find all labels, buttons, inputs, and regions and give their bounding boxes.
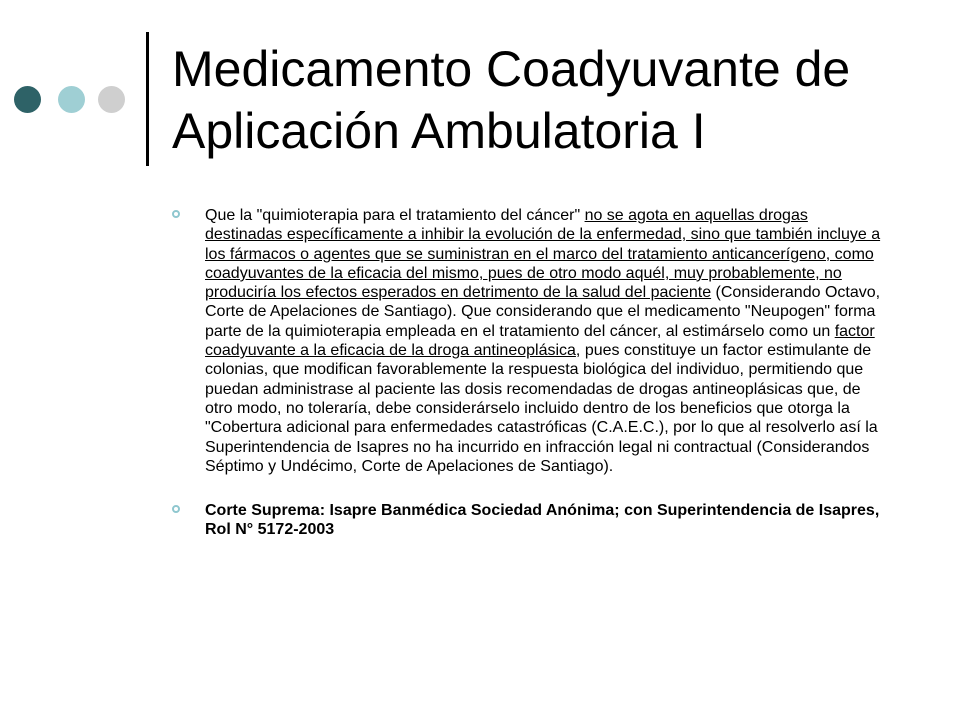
bullet-ring-icon: [172, 505, 180, 513]
bullet1-text-part1: Que la "quimioterapia para el tratamiento del cáncer": [205, 207, 585, 224]
bullet2-text: Corte Suprema: Isapre Banmédica Sociedad Anónima; con Superintendencia de Isapres, Rol N° 5172-2003: [205, 502, 880, 539]
slide-title: Medicamento Coadyuvante de Aplicación Ambulatoria I: [172, 41, 851, 159]
bullet1-underlined-part4: factor coadyuvante a la eficacia de la droga antineoplásica: [205, 322, 875, 360]
dot-gray-icon: [98, 86, 125, 113]
bullet-list: [172, 206, 888, 540]
title-divider-line: [146, 32, 149, 166]
dot-dark-icon: [14, 86, 41, 113]
bullet1-text-part3: (Considerando Octavo, Corte de Apelaciones de Santiago). Que considerando que el medicamento "Neupogen" forma parte de la quimioterapia empleada en el tratamiento del cáncer, al estimárselo como un: [205, 284, 881, 340]
bullet-ring-icon: [172, 210, 180, 218]
bullet1-underlined-part2: no se agota en aquellas drogas destinadas específicamente a inhibir la evolución de la enfermedad, sino que también incluye a los fármacos o agentes que se suministran en el marco del tratamiento anticancerígeno, como coadyuvantes de la eficacia del mismo, pues de otro modo aquél, muy probablemente, no produciría los efectos esperados en detrimento de la salud del paciente: [205, 207, 881, 302]
bullet1-text-part5: , pues constituye un factor estimulante de colonias, que modifican favorablemente la respuesta biológica del individuo, permitiendo que puedan administrase al paciente las dosis recomendadas de drogas antineoplásicas que, de otro modo, no toleraría, debe considerárselo incluido dentro de los beneficios que otorga la "Cobertura adicional para enfermedades catastróficas (C.A.E.C.), por lo que al resolverlo así la Superintendencia de Isapres no ha incurrido en infracción legal ni contractual (Considerandos Séptimo y Undécimo, Corte de Apelaciones de Santiago).: [205, 342, 878, 475]
dot-teal-icon: [58, 86, 85, 113]
bullet-item-corte-suprema: [172, 501, 888, 540]
bullet-item-quimioterapia: [172, 206, 888, 476]
